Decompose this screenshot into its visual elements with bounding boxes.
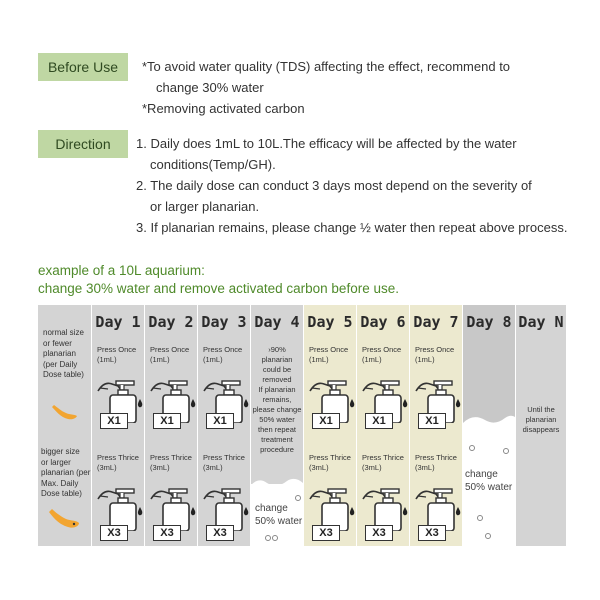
dose-multiplier-x3: X3 <box>206 525 234 541</box>
dose-multiplier-x1: X1 <box>365 413 393 429</box>
planarian-large-icon <box>46 507 82 533</box>
dose-multiplier-x1: X1 <box>153 413 181 429</box>
example-line: example of a 10L aquarium: <box>38 263 205 278</box>
dose-multiplier-x3: X3 <box>365 525 393 541</box>
day-title: Day 4 <box>254 313 300 331</box>
day-title: Day 3 <box>201 313 247 331</box>
day-column-8 <box>463 305 515 546</box>
day-title: Day 8 <box>466 313 512 331</box>
dose-normal: Press Once (1mL) <box>362 345 402 364</box>
direction-tag: Direction <box>38 130 128 158</box>
bubble-icon <box>265 535 271 541</box>
day-title: Day 1 <box>95 313 141 331</box>
day-title: Day N <box>518 313 564 331</box>
dose-multiplier-x1: X1 <box>312 413 340 429</box>
direction-text <box>136 133 567 238</box>
dose-normal: Press Once (1mL) <box>415 345 455 364</box>
example-line: change 30% water and remove activated carbon before use. <box>38 281 399 296</box>
day4-instructions: ›90% planarian could be removed If planarian remains, please change 50% water then repeat treatment procedure <box>252 345 302 454</box>
dose-multiplier-x3: X3 <box>100 525 128 541</box>
dose-multiplier-x3: X3 <box>312 525 340 541</box>
dose-bigger: Press Thrice (3mL) <box>415 453 457 472</box>
dosing-table <box>38 305 566 546</box>
day-title: Day 7 <box>413 313 459 331</box>
dose-multiplier-x3: X3 <box>418 525 446 541</box>
day-column-2 <box>145 305 197 546</box>
planarian-small-icon <box>48 403 80 425</box>
before-use-line: change 30% water <box>156 80 264 95</box>
day-title: Day 6 <box>360 313 406 331</box>
dose-bigger: Press Thrice (3mL) <box>309 453 351 472</box>
dose-multiplier-x1: X1 <box>100 413 128 429</box>
bubble-icon <box>469 445 475 451</box>
row-label-column <box>38 305 91 546</box>
before-use-line: *To avoid water quality (TDS) affecting the effect, recommend to <box>142 59 511 74</box>
bubble-icon <box>272 535 278 541</box>
day-column-6 <box>357 305 409 546</box>
dose-normal: Press Once (1mL) <box>309 345 349 364</box>
day-title: Day 5 <box>307 313 353 331</box>
dose-bigger: Press Thrice (3mL) <box>150 453 192 472</box>
day-column-n <box>516 305 566 546</box>
dose-normal: Press Once (1mL) <box>203 345 243 364</box>
water-wave-icon <box>463 413 515 427</box>
direction-line: or larger planarian. <box>150 199 260 214</box>
direction-line: 3. If planarian remains, please change ½ water then repeat above process. <box>136 220 568 235</box>
bubble-icon <box>485 533 491 539</box>
day-column-5 <box>304 305 356 546</box>
dose-multiplier-x1: X1 <box>418 413 446 429</box>
day-column-3 <box>198 305 250 546</box>
normal-size-label: normal size or fewer planarian (per Daily Dose table) <box>43 328 84 379</box>
direction-line: 1. Daily does 1mL to 10L.The efficacy will be affected by the water <box>136 136 517 151</box>
day-title: Day 2 <box>148 313 194 331</box>
dose-normal: Press Once (1mL) <box>150 345 190 364</box>
example-heading <box>38 262 399 298</box>
bubble-icon <box>503 448 509 454</box>
bubble-icon <box>477 515 483 521</box>
dose-multiplier-x1: X1 <box>206 413 234 429</box>
until-disappears-note: Until the planarian disappears <box>522 405 560 434</box>
day-column-4 <box>251 305 303 546</box>
day-column-7 <box>410 305 462 546</box>
dose-multiplier-x3: X3 <box>153 525 181 541</box>
dose-bigger: Press Thrice (3mL) <box>203 453 245 472</box>
dose-normal: Press Once (1mL) <box>97 345 137 364</box>
direction-line: conditions(Temp/GH). <box>150 157 276 172</box>
before-use-tag: Before Use <box>38 53 128 81</box>
bubble-icon <box>295 495 301 501</box>
change-water-label: change 50% water <box>465 469 513 493</box>
direction-line: 2. The daily dose can conduct 3 days most depend on the severity of <box>136 178 532 193</box>
before-use-line: *Removing activated carbon <box>142 101 305 116</box>
day-column-1 <box>92 305 144 546</box>
bigger-size-label: bigger size or larger planarian (per Max. Daily Dose table) <box>41 447 91 498</box>
dose-bigger: Press Thrice (3mL) <box>97 453 139 472</box>
change-water-label: change 50% water <box>255 503 303 527</box>
dose-bigger: Press Thrice (3mL) <box>362 453 404 472</box>
before-use-text <box>142 56 510 119</box>
water-wave-icon <box>251 477 303 489</box>
